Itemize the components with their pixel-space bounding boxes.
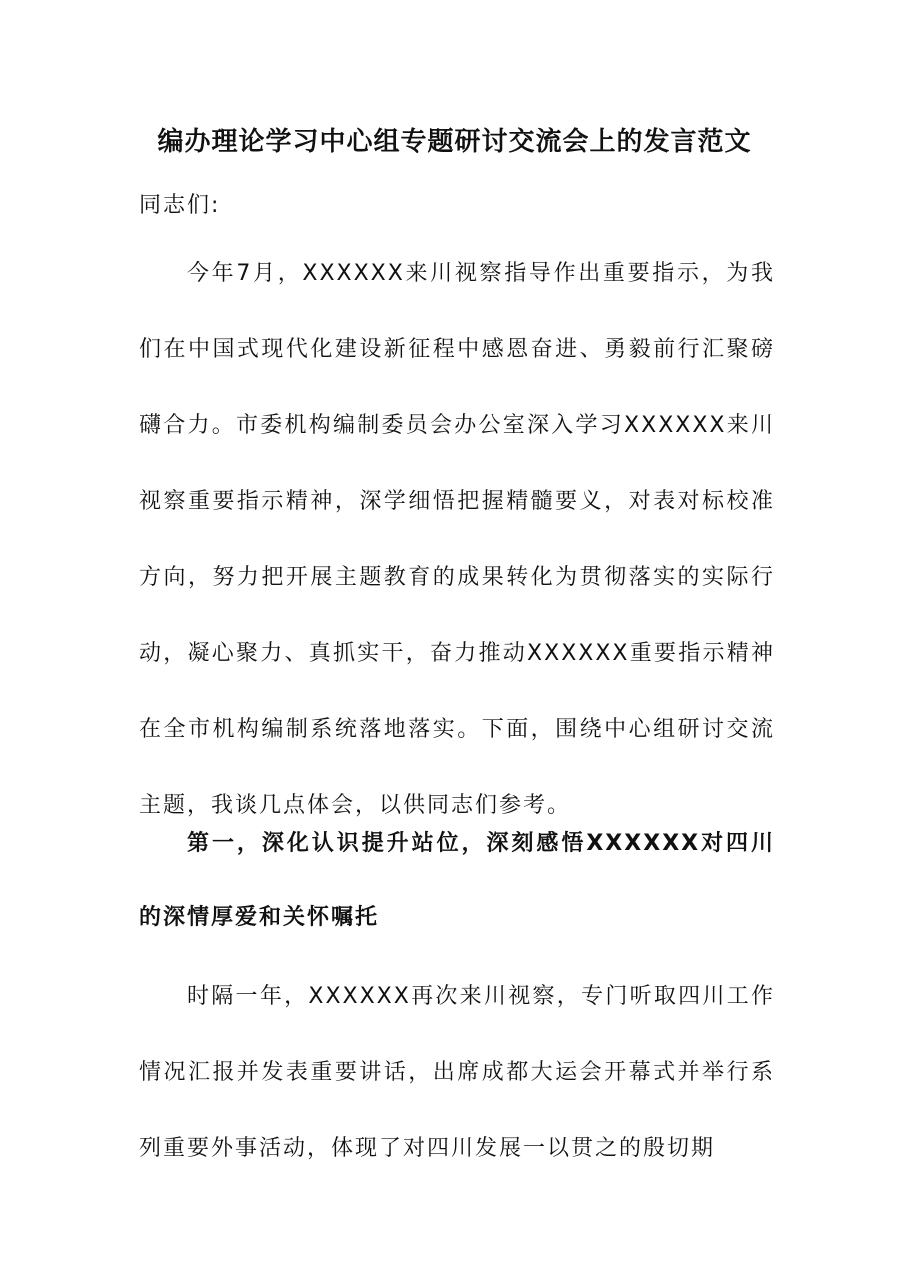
document-title: 编办理论学习中心组专题研讨交流会上的发言范文 xyxy=(157,127,752,157)
greeting: 同志们: xyxy=(139,193,221,218)
paragraph-section-1: 时隔一年，XXXXXX再次来川视察，专门听取四川工作情况汇报并发表重要讲话，出席成都大运会开幕式并举行系列重要外事活动，体现了对四川发展一以贯之的殷切期 xyxy=(139,984,775,1161)
section-heading-1: 第一，深化认识提升站位，深刻感悟XXXXXX对四川的深情厚爱和关怀嘱托 xyxy=(139,831,775,930)
paragraph-intro: 今年7月，XXXXXX来川视察指导作出重要指示，为我们在中国式现代化建设新征程中感恩奋进、勇毅前行汇聚磅礴合力。市委机构编制委员会办公室深入学习XXXXXX来川视察重要指示精神，深学细悟把握精髓要义，对表对标校准方向，努力把开展主题教育的成果转化为贯彻落实的实际行动，凝心聚力、真抓实干，奋力推动XXXXXX重要指示精神在全市机构编制系统落地落实。下面，围绕中心组研讨交流主题，我谈几点体会，以供同志们参考。 xyxy=(139,261,775,818)
